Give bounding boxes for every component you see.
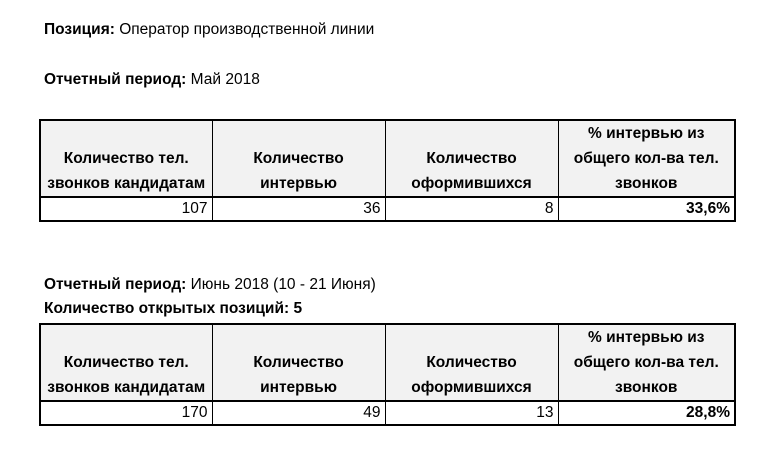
open-positions-line (44, 299, 302, 319)
table-header-row (40, 324, 735, 401)
header-calls: Количество тел. звонков кандидатам (40, 120, 212, 197)
position-value: Оператор производственной линии (119, 21, 375, 38)
header-calls: Количество тел. звонков кандидатам (40, 324, 212, 401)
open-positions-label: Количество открытых позиций: 5 (44, 300, 303, 317)
header-interview-percent: % интервью из общего кол-ва тел. звонков (558, 120, 735, 197)
report-table-june (39, 323, 736, 426)
header-hired: Количество оформившихся (385, 120, 558, 197)
header-interviews: Количество интервью (212, 324, 385, 401)
header-hired: Количество оформившихся (385, 324, 558, 401)
header-interviews: Количество интервью (212, 120, 385, 197)
cell-calls: 170 (40, 401, 212, 425)
cell-interviews: 49 (212, 401, 385, 425)
cell-interviews: 36 (212, 197, 385, 221)
cell-hired: 8 (385, 197, 558, 221)
position-label: Позиция: (44, 21, 115, 38)
period2-label: Отчетный период: (44, 276, 187, 293)
period1-value: Май 2018 (190, 71, 260, 88)
table-row (40, 401, 735, 425)
period1-label: Отчетный период: (44, 71, 187, 88)
report-table-may (39, 119, 736, 222)
cell-calls: 107 (40, 197, 212, 221)
cell-hired: 13 (385, 401, 558, 425)
period2-line (44, 275, 376, 295)
header-interview-percent: % интервью из общего кол-ва тел. звонков (558, 324, 735, 401)
position-line (44, 20, 374, 40)
table-row (40, 197, 735, 221)
cell-interview-percent: 28,8% (558, 401, 735, 425)
period1-line (44, 70, 260, 90)
table-header-row (40, 120, 735, 197)
period2-value: Июнь 2018 (10 - 21 Июня) (190, 276, 376, 293)
cell-interview-percent: 33,6% (558, 197, 735, 221)
